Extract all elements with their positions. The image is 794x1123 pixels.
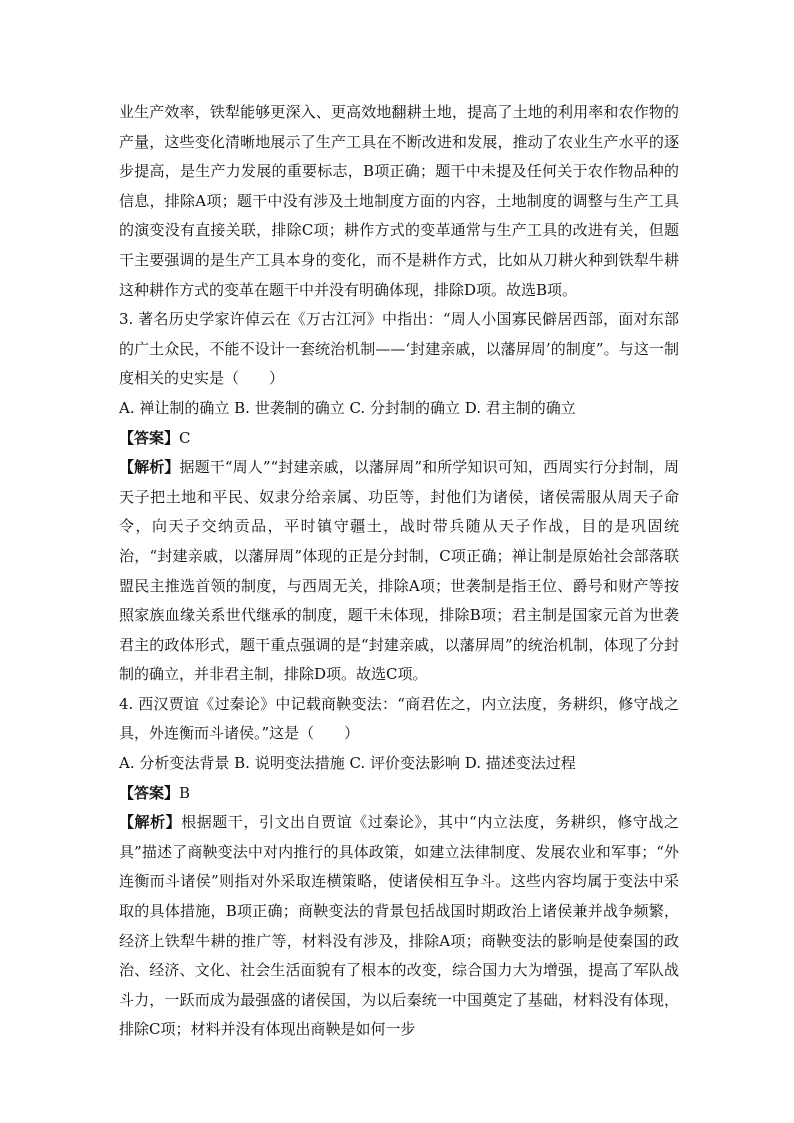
question-3 <box>119 305 679 690</box>
question-3-options: A. 禅让制的确立 B. 世袭制的确立 C. 分封制的确立 D. 君主制的确立 <box>119 398 576 417</box>
question-4-stem: 4. 西汉贾谊《过秦论》中记载商鞅变法：“商君佐之，内立法度，务耕织，修守战之具，外连衡而斗诸侯。”这是（ ） <box>119 694 679 743</box>
question-4 <box>119 690 679 1045</box>
answer-label: 【答案】 <box>119 783 180 802</box>
document-page <box>119 98 679 1045</box>
question-3-stem: 3. 著名历史学家许倬云在《万古江河》中指出：“周人小国寡民僻居西部，面对东部的广土众民，不能不设计一套统治机制——‘封建亲戚，以藩屏周’的制度”。与这一制度相关的史实是（ ） <box>119 310 679 388</box>
analysis-label: 【解析】 <box>119 813 182 832</box>
question-3-answer <box>119 424 679 454</box>
previous-analysis-continuation: 业生产效率，铁犁能够更深入、更高效地翻耕土地，提高了土地的利用率和农作物的产量，这些变化清晰地展示了生产工具在不断改进和发展，推动了农业生产水平的逐步提高，是生产力发展的重要标志，B项正确；题干中未提及任何关于农作物品种的信息，排除A项；题干中没有涉及土地制度方面的内容，土地制度的调整与生产工具的演变没有直接关联，排除C项；耕作方式的变革通常与生产工具的改进有关，但题干主要强调的是生产工具本身的变化，而不是耕作方式，比如从刀耕火种到铁犁牛耕这种耕作方式的变革在题干中并没有明确体现，排除D项。故选B项。 <box>119 103 679 299</box>
answer-value: B <box>179 783 191 802</box>
question-3-analysis <box>119 453 679 690</box>
question-4-analysis <box>119 808 679 1045</box>
question-4-answer <box>119 779 679 809</box>
analysis-text: 据题干“周人”“封建亲戚，以藩屏周”和所学知识可知，西周实行分封制，周天子把土地和平民、奴隶分给亲属、功臣等，封他们为诸侯，诸侯需服从周天子命令，向天子交纳贡品，平时镇守疆土，战时带兵随从天子作战，目的是巩固统治，“封建亲戚，以藩屏周”体现的正是分封制，C项正确；禅让制是原始社会部落联盟民主推选首领的制度，与西周无关，排除A项；世袭制是指王位、爵号和财产等按照家族血缘关系世代继承的制度，题干未体现，排除B项；君主制是国家元首为世袭君主的政体形式，题干重点强调的是“封建亲戚，以藩屏周”的统治机制，体现了分封制的确立，并非君主制，排除D项。故选C项。 <box>119 458 679 684</box>
question-4-options: A. 分析变法背景 B. 说明变法措施 C. 评价变法影响 D. 描述变法过程 <box>119 754 576 773</box>
analysis-label: 【解析】 <box>119 458 180 477</box>
answer-label: 【答案】 <box>119 428 180 447</box>
answer-value: C <box>179 428 191 447</box>
analysis-text: 根据题干，引文出自贾谊《过秦论》，其中“内立法度，务耕织，修守战之具”描述了商鞅变法中对内推行的具体政策，如建立法律制度、发展农业和军事；“外连衡而斗诸侯”则指对外采取连横策略，使诸侯相互争斗。这些内容均属于变法中采取的具体措施，B项正确；商鞅变法的背景包括战国时期政治上诸侯兼并战争频繁，经济上铁犁牛耕的推广等，材料没有涉及，排除A项；商鞅变法的影响是使秦国的政治、经济、文化、社会生活面貌有了根本的改变，综合国力大为增强，提高了军队战斗力，一跃而成为最强盛的诸侯国，为以后秦统一中国奠定了基础，材料没有体现，排除C项；材料并没有体现出商鞅是如何一步 <box>119 813 679 1039</box>
